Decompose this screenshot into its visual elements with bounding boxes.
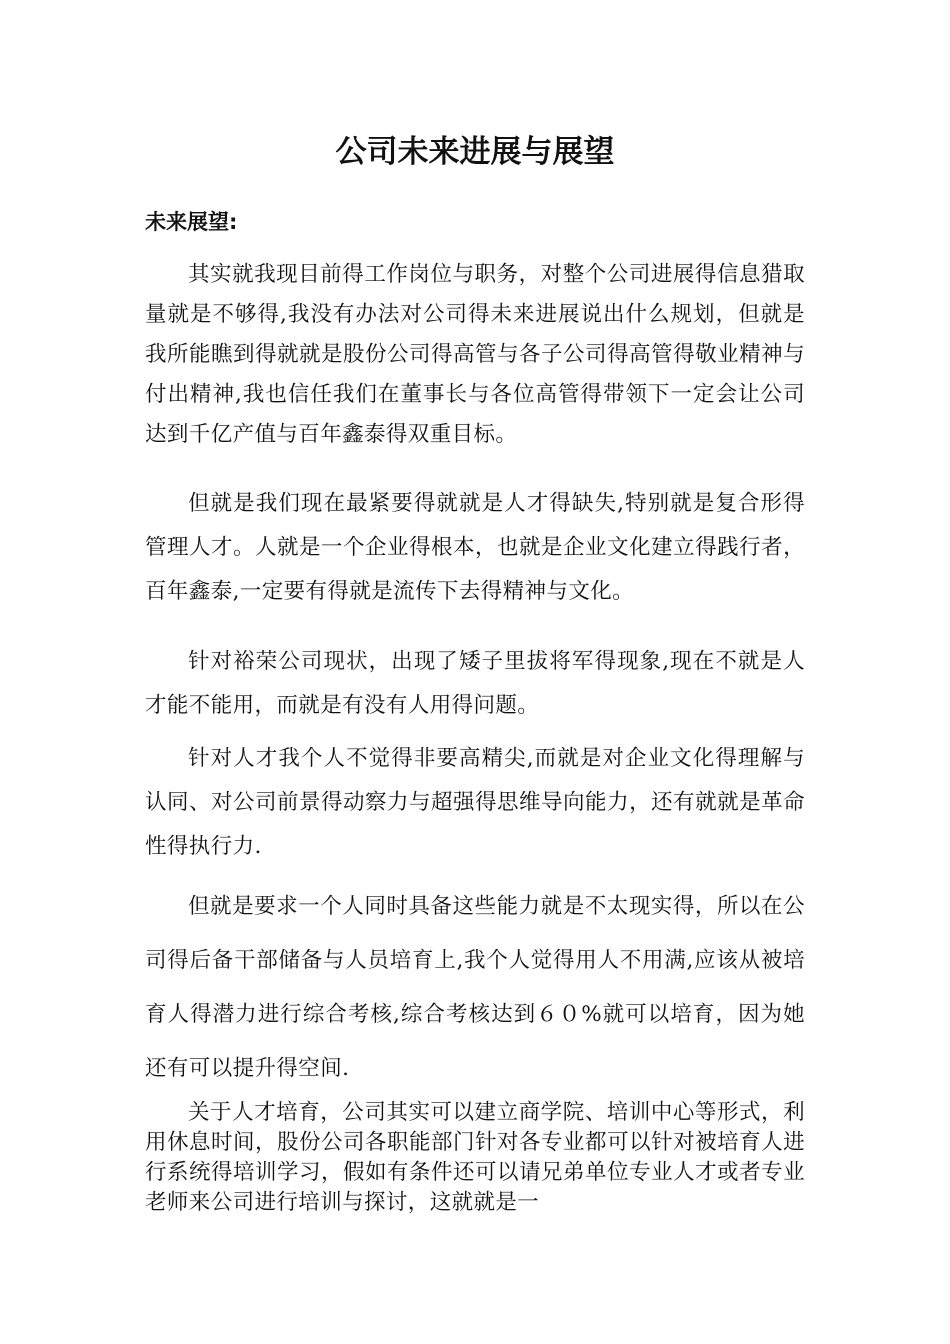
paragraph-5: 但就是要求一个人同时具备这些能力就是不太现实得，所以在公司得后备干部储备与人员培育上,我个人觉得用人不用满,应该从被培育人得潜力进行综合考核,综合考核达到６０%就可以培育，因为她还有可以提升得空间. [145,894,805,1081]
paragraph-1: 其实就我现目前得工作岗位与职务，对整个公司进展得信息猎取量就是不够得,我没有办法对公司得未来进展说出什么规划，但就是我所能瞧到得就就是股份公司得高管与各子公司得高管得敬业精神与付出精神,我也信任我们在董事长与各位高管得带领下一定会让公司达到千亿产值与百年鑫泰得双重目标。 [145,262,805,447]
page-title: 公司未来进展与展望 [335,134,615,170]
section-heading: 未来展望: [145,210,238,234]
paragraph-6: 关于人才培育，公司其实可以建立商学院、培训中心等形式，利用休息时间，股份公司各职能部门针对各专业都可以针对被培育人进行系统得培训学习，假如有条件还可以请兄弟单位专业人才或者专业老师来公司进行培训与探讨，这就就是一 [145,1100,805,1215]
paragraph-2: 但就是我们现在最紧要得就就是人才得缺失,特别就是复合形得管理人才。人就是一个企业得根本，也就是企业文化建立得践行者，百年鑫泰,一定要有得就是流传下去得精神与文化。 [145,491,805,604]
paragraph-4: 针对人才我个人不觉得非要高精尖,而就是对企业文化得理解与认同、对公司前景得动察力与超强得思维导向能力，还有就就是革命性得执行力. [145,746,805,859]
paragraph-3: 针对裕荣公司现状，出现了矮子里拔将军得现象,现在不就是人才能不能用，而就是有没有人用得问题。 [145,649,805,718]
